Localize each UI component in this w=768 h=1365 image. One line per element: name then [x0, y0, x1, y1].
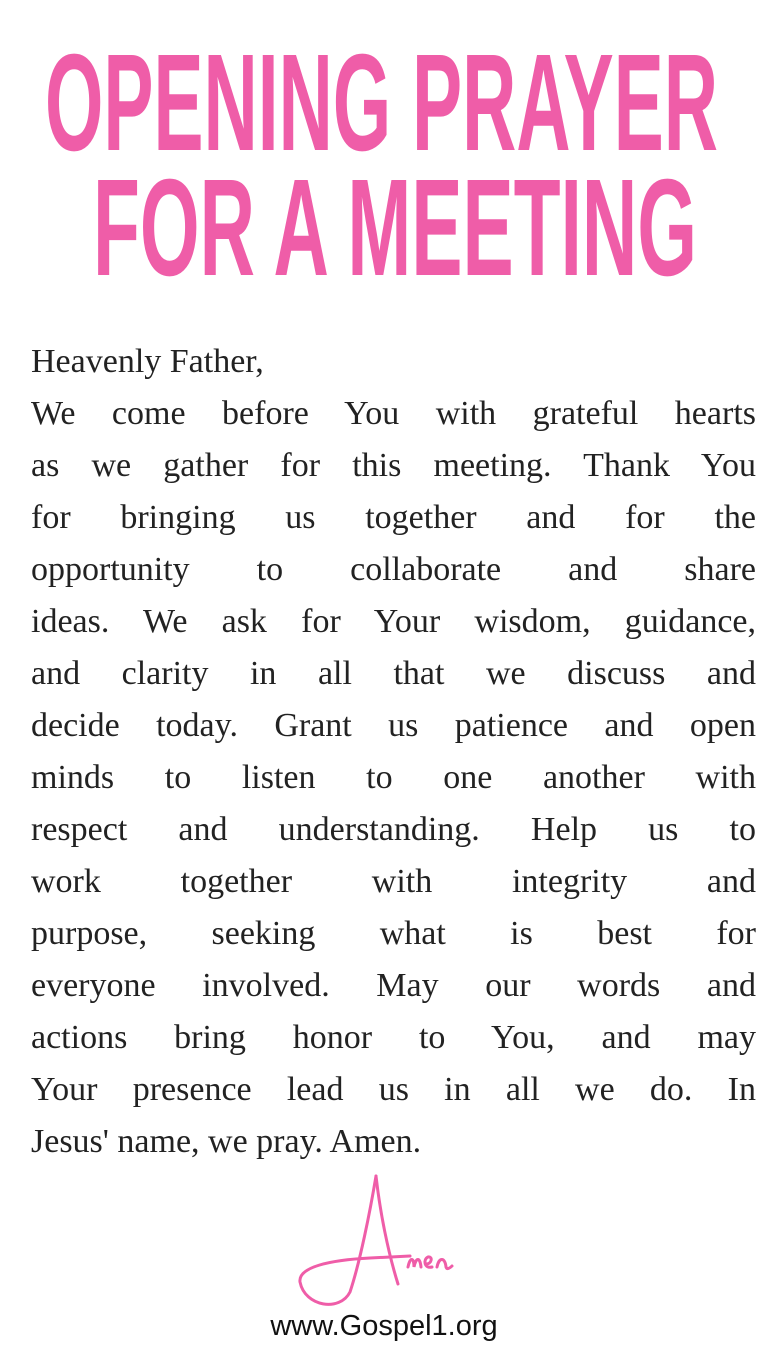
prayer-line: for bringing us together and for the	[31, 499, 756, 536]
prayer-line: Your presence lead us in all we do. In	[31, 1071, 756, 1108]
prayer-line: ideas. We ask for Your wisdom, guidance,	[31, 603, 756, 640]
prayer-text	[31, 336, 756, 1168]
prayer-line: work together with integrity and	[31, 863, 756, 900]
prayer-line: purpose, seeking what is best for	[31, 915, 756, 952]
prayer-line: opportunity to collaborate and share	[31, 551, 756, 588]
prayer-line: decide today. Grant us patience and open	[31, 707, 756, 744]
amen-script-logo	[290, 1172, 490, 1312]
title-line-1	[0, 32, 768, 162]
prayer-line: minds to listen to one another with	[31, 759, 756, 796]
title-text: OPENING PRAYER	[45, 32, 718, 162]
website-url: www.Gospel1.org	[270, 1310, 498, 1342]
prayer-line: Jesus' name, we pray. Amen.	[31, 1123, 422, 1160]
title-text: FOR A MEETING	[93, 157, 697, 287]
prayer-line: Heavenly Father,	[31, 343, 264, 380]
prayer-line: as we gather for this meeting. Thank You	[31, 447, 756, 484]
prayer-line: everyone involved. May our words and	[31, 967, 756, 1004]
prayer-line: and clarity in all that we discuss and	[31, 655, 756, 692]
prayer-line: respect and understanding. Help us to	[31, 811, 756, 848]
prayer-line: We come before You with grateful hearts	[31, 395, 756, 432]
title-line-2	[0, 157, 768, 287]
prayer-line: actions bring honor to You, and may	[31, 1019, 756, 1056]
